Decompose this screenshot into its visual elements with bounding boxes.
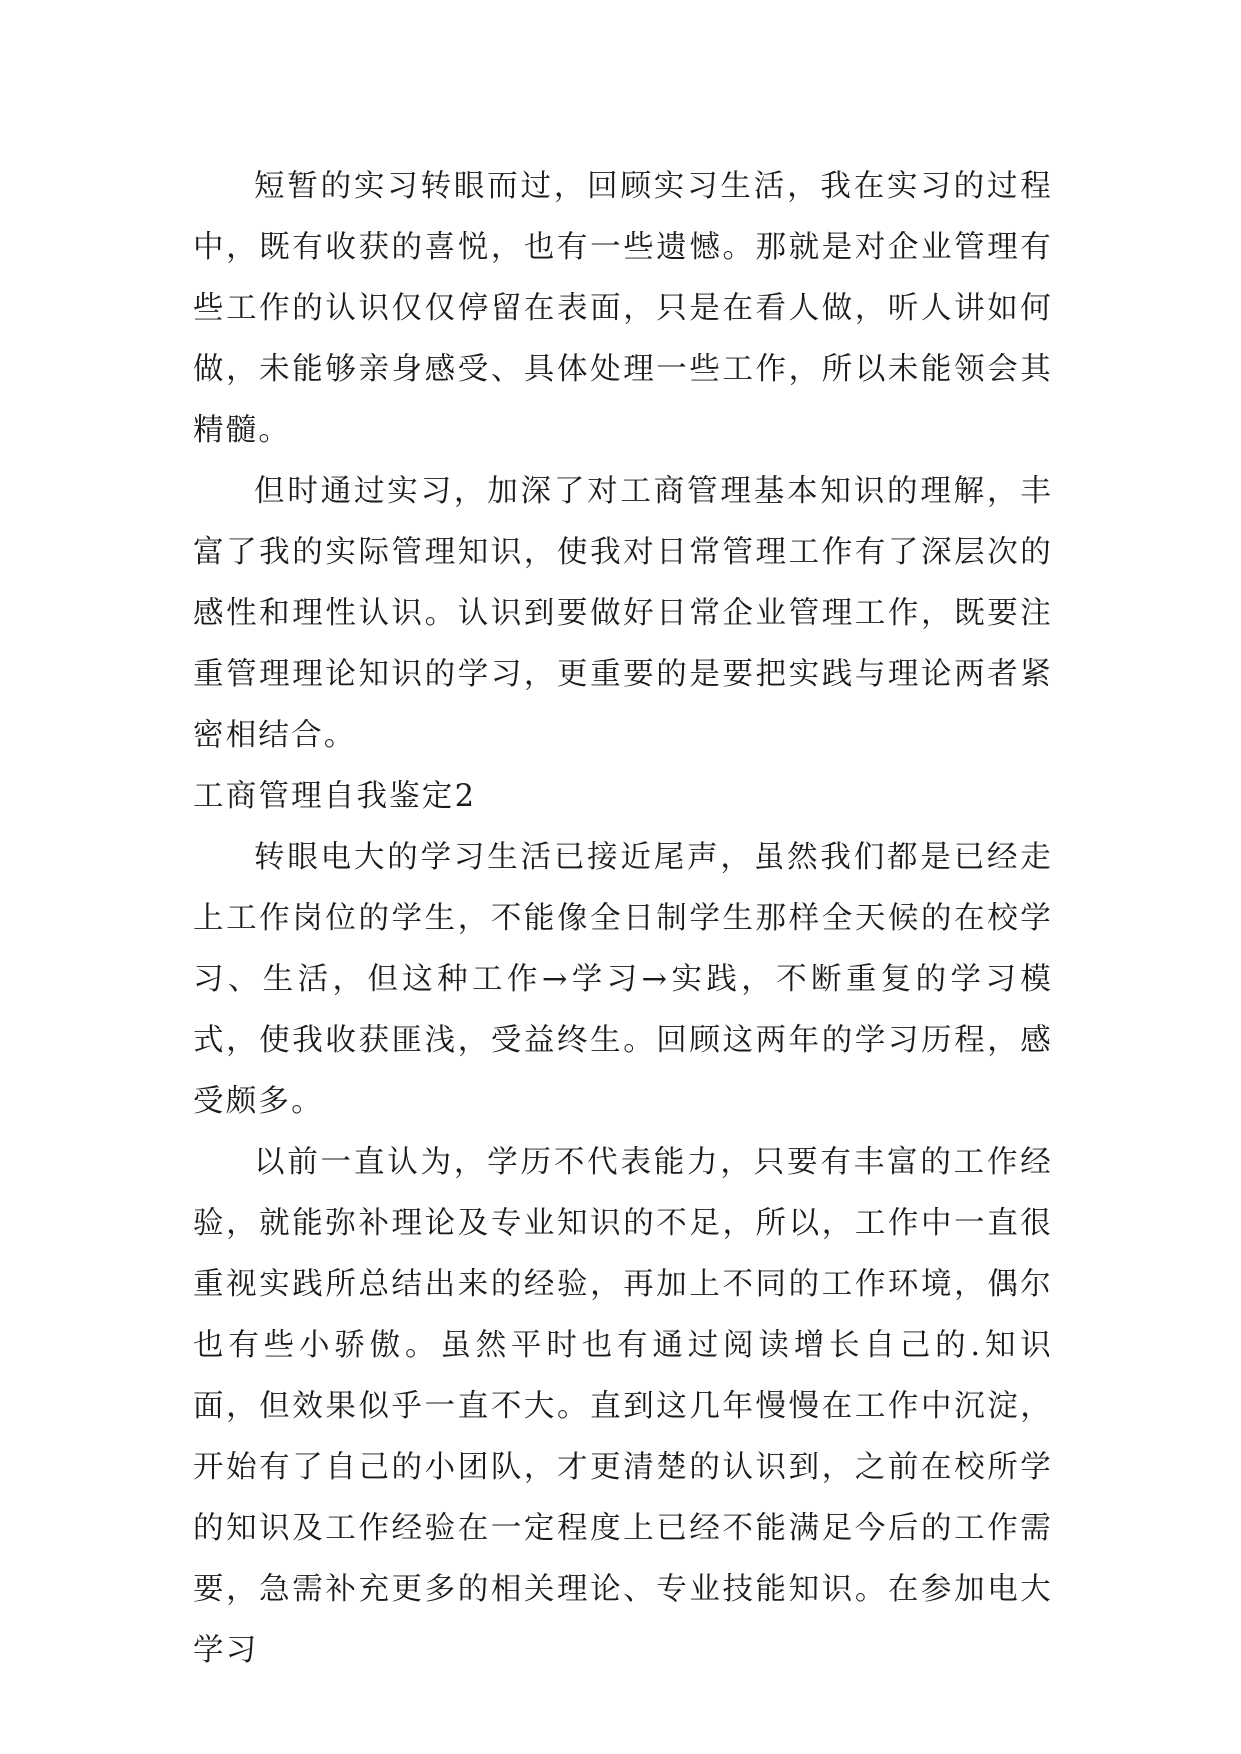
paragraph-internship-gains: 但时通过实习，加深了对工商管理基本知识的理解，丰富了我的实际管理知识，使我对日常管理工作有了深层次的感性和理性认识。认识到要做好日常企业管理工作，既要注重管理理论知识的学习，更重要的是要把实践与理论两者紧密相结合。: [193, 474, 1053, 753]
document-page: [193, 156, 1053, 1681]
paragraph-internship-reflection: 短暂的实习转眼而过，回顾实习生活，我在实习的过程中，既有收获的喜悦，也有一些遗憾。那就是对企业管理有些工作的认识仅仅停留在表面，只是在看人做，听人讲如何做，未能够亲身感受、具体处理一些工作，所以未能领会其精髓。: [193, 169, 1053, 448]
section-heading: 工商管理自我鉴定2: [193, 779, 477, 814]
paragraph-study-life: 转眼电大的学习生活已接近尾声，虽然我们都是已经走上工作岗位的学生，不能像全日制学生那样全天候的在校学习、生活，但这种工作→学习→实践，不断重复的学习模式，使我收获匪浅，受益终生。回顾这两年的学习历程，感受颇多。: [193, 840, 1053, 1119]
paragraph-prior-belief: 以前一直认为，学历不代表能力，只要有丰富的工作经验，就能弥补理论及专业知识的不足，所以，工作中一直很重视实践所总结出来的经验，再加上不同的工作环境，偶尔也有些小骄傲。虽然平时也有通过阅读增长自己的.知识面，但效果似乎一直不大。直到这几年慢慢在工作中沉淀，开始有了自己的小团队，才更清楚的认识到，之前在校所学的知识及工作经验在一定程度上已经不能满足今后的工作需要，急需补充更多的相关理论、专业技能知识。在参加电大学习: [193, 1145, 1053, 1668]
